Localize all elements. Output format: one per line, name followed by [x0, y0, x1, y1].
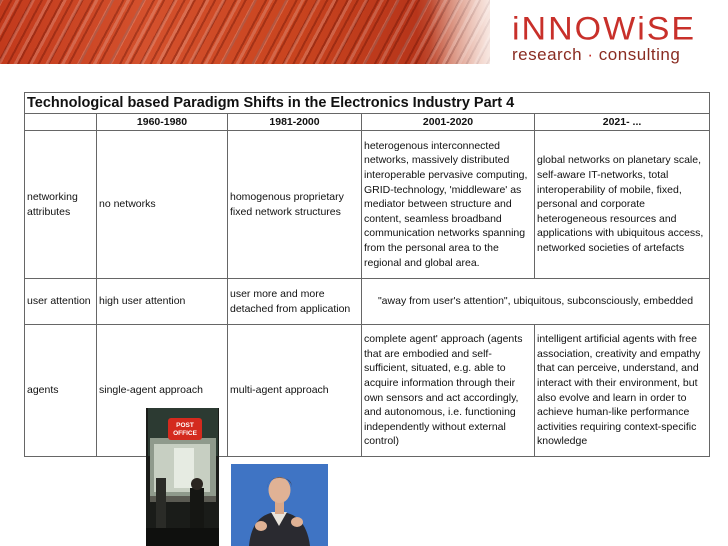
- table-title: Technological based Paradigm Shifts in the Electronics Industry Part 4: [25, 93, 710, 114]
- post-sign-line2: OFFICE: [173, 430, 197, 437]
- column-header-1981-2000: 1981-2000: [228, 114, 362, 131]
- table-cell-merged: "away from user's attention", ubiquitous, subconsciously, embedded: [362, 279, 710, 325]
- innowise-logo: [512, 12, 722, 64]
- table-cell: global networks on planetary scale, self-aware IT-networks, total interoperability of mobile, fixed, personal and corporate heterogeneous resources and applications with ubiquitous access, networked societies of artefacts: [535, 131, 710, 279]
- paradigm-shift-table: [24, 92, 710, 457]
- brick-wall-image: [0, 0, 490, 64]
- paradigm-table-wrapper: [24, 92, 709, 457]
- table-row: [25, 131, 710, 279]
- table-cell: homogenous proprietary fixed network structures: [228, 131, 362, 279]
- post-sign-line1: POST: [176, 422, 194, 429]
- logo-tagline-research: research: [512, 45, 583, 64]
- row-label-agents: agents: [25, 325, 97, 457]
- virtual-agent-avatar: [231, 464, 328, 546]
- logo-tagline-consulting: consulting: [598, 45, 681, 64]
- table-cell: no networks: [97, 131, 228, 279]
- column-header-2001-2020: 2001-2020: [362, 114, 535, 131]
- column-header-empty: [25, 114, 97, 131]
- table-cell: complete agent' approach (agents that are embodied and self-sufficient, situated, e.g. able to acquire information through their own sensors and act accordingly, and autonomous, i.e. functioning independently without external control): [362, 325, 535, 457]
- header-banner: [0, 0, 728, 68]
- logo-wordmark: iNNOWiSE: [512, 10, 697, 48]
- post-office-photo: [146, 408, 219, 546]
- table-cell: high user attention: [97, 279, 228, 325]
- table-cell: single-agent approach: [97, 325, 228, 457]
- table-row: [25, 279, 710, 325]
- column-header-2021: 2021- ...: [535, 114, 710, 131]
- banner-fade: [430, 0, 510, 64]
- table-title-row: [25, 93, 710, 114]
- table-row: [25, 325, 710, 457]
- avatar-illustration: [231, 464, 328, 546]
- table-cell: multi-agent approach: [228, 325, 362, 457]
- table-cell: heterogenous interconnected networks, massively distributed interoperable pervasive computing, GRID-technology, 'middleware' as mediator between structure and content, seamless broadband communication networks spanning from the personal area to the regional and global area.: [362, 131, 535, 279]
- row-label-networking: networking attributes: [25, 131, 97, 279]
- logo-tagline: [512, 46, 722, 64]
- table-cell: intelligent artificial agents with free association, creativity and empathy that can perceive, understand, and interact with their environment, but also evolve and learn in order to achieve human-like performance activities requiring context-specific knowledge: [535, 325, 710, 457]
- logo-tagline-separator: ·: [587, 45, 594, 64]
- row-label-user-attention: user attention: [25, 279, 97, 325]
- table-cell: user more and more detached from application: [228, 279, 362, 325]
- column-header-1960-1980: 1960-1980: [97, 114, 228, 131]
- table-header-row: [25, 114, 710, 131]
- post-office-illustration: [146, 408, 219, 546]
